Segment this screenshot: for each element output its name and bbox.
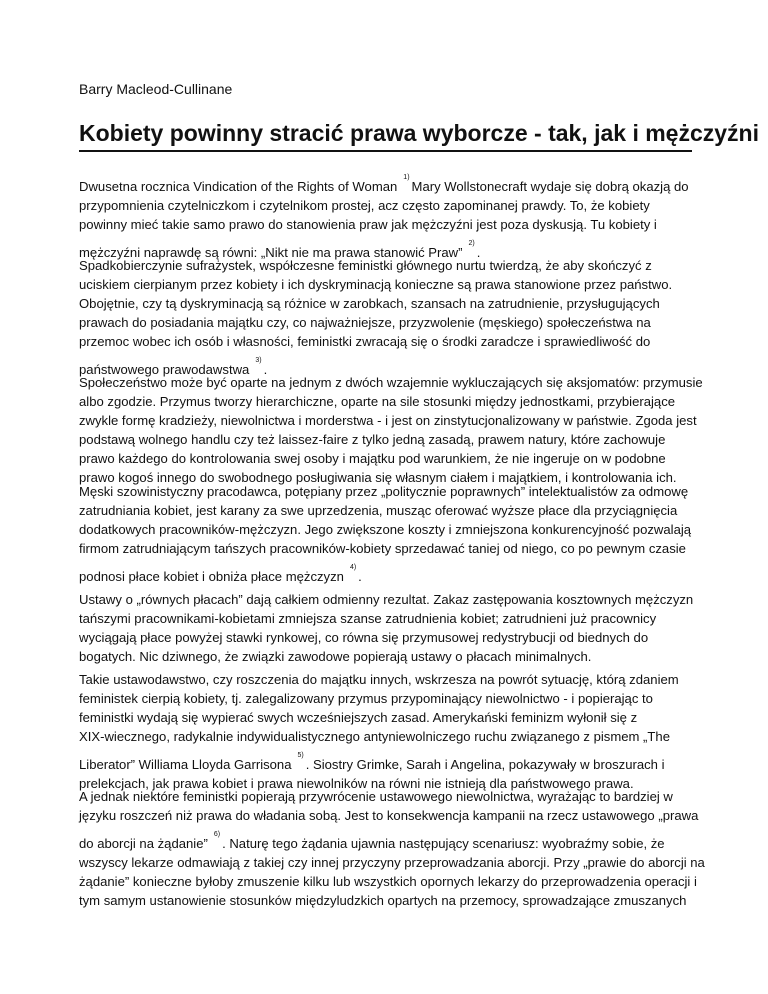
- footnote-marker: 1): [403, 174, 410, 181]
- footnote-marker: 4): [349, 564, 357, 571]
- text-segment: żądanie” konieczne byłoby zmuszenie kilku lub wszystkich opornych lekarzy do przeprowadzenia operacji i: [79, 874, 697, 889]
- text-segment: prawo kogoś innego do swobodnego posługiwania się własnym ciałem i majątkiem, i kontrolowania ich.: [79, 470, 677, 485]
- text-line: [79, 670, 699, 689]
- paragraph: [79, 590, 699, 666]
- text-line: [79, 647, 699, 666]
- page-title: Kobiety powinny stracić prawa wyborcze - tak, jak i mężczyźni: [79, 118, 692, 152]
- text-segment: do aborcji na żądanie”: [79, 836, 208, 851]
- text-segment: Społeczeństwo może być oparte na jednym z dwóch wzajemnie wykluczających się aksjomatów: przymusie: [79, 375, 703, 390]
- text-segment: prelekcjach, jak prawa kobiet i prawa niewolników na równi nie istnieją dla państwowego prawa.: [79, 776, 634, 791]
- text-segment: .: [358, 569, 362, 584]
- text-line: [79, 373, 703, 392]
- text-line: [79, 746, 699, 774]
- text-segment: . Naturę tego żądania ujawnia następujący scenariusz: wyobraźmy sobie, że: [222, 836, 665, 851]
- paragraph: [79, 670, 699, 793]
- text-segment: A jednak niektóre feministki popierają przywrócenie ustawowego niewolnictwa, wyrażając to bardziej w: [79, 789, 673, 804]
- text-segment: XIX-wiecznego, radykalnie indywidualistycznego antyniewolniczego ruchu związanego z pismem „The: [79, 729, 670, 744]
- text-segment: .: [263, 362, 268, 377]
- text-line: [79, 609, 699, 628]
- text-segment: tym samym ustanowienie stosunków międzyludzkich opartych na przemocy, sprowadzające zmuszanych: [79, 893, 687, 908]
- text-segment: bogatych. Nic dziwnego, że związki zawodowe popierają ustawy o płacach minimalnych.: [79, 649, 592, 664]
- paragraph: [79, 373, 703, 487]
- text-line: [79, 853, 705, 872]
- text-segment: Spadkobierczynie sufrażystek, współczesne feministki głównego nurtu twierdzą, że aby skończyć z: [79, 258, 652, 273]
- author-name: Barry Macleod-Cullinane: [79, 81, 233, 97]
- paragraph: [79, 168, 699, 262]
- text-segment: prawo każdego do kontrolowania swej osoby i majątku pod warunkiem, że nie ingeruje on w podobne: [79, 451, 666, 466]
- text-segment: podstawą wolnego handlu czy też laissez-faire z tylko jedną zasadą, prawem natury, które zachowuje: [79, 432, 666, 447]
- text-segment: .: [476, 245, 481, 260]
- text-line: [79, 708, 699, 727]
- text-segment: zwykle formę kradzieży, niewolnictwa i morderstwa - i jest on zinstytucjonalizowany w państwie. Zgoda jest: [79, 413, 697, 428]
- text-segment: Liberator” Williama Lloyda Garrisona: [79, 757, 292, 772]
- text-segment: feministki wydają się wypierać swych wcześniejszych zasad. Amerykański feminizm wyłonił się z: [79, 710, 638, 725]
- text-segment: prawach do posiadania majątku czy, co najważniejsze, przyzwolenie (męskiego) społeczeństwa na: [79, 315, 651, 330]
- text-segment: tańszymi pracownikami-kobietami zmniejsza szanse zatrudnienia kobiet; zatrudnieni już pracownicy: [79, 611, 657, 626]
- text-segment: wszyscy lekarze odmawiają z takiej czy innej przyczyny przeprowadzania aborcji. Przy „prawie do aborcji na: [79, 855, 705, 870]
- text-line: [79, 727, 699, 746]
- paragraph: [79, 482, 699, 586]
- text-line: [79, 558, 699, 586]
- footnote-marker: 3): [255, 357, 262, 364]
- text-line: [79, 689, 699, 708]
- footnote-marker: 6): [213, 831, 221, 838]
- text-line: [79, 215, 699, 234]
- text-segment: powinny mieć takie samo prawo do stanowienia praw jak mężczyźni jest poza dyskusją. Tu kobiety i: [79, 217, 657, 232]
- text-line: [79, 294, 699, 313]
- text-segment: Ustawy o „równych płacach” dają całkiem odmienny rezultat. Zakaz zastępowania kosztownych mężczyzn: [79, 592, 694, 607]
- text-line: [79, 628, 699, 647]
- text-line: [79, 539, 699, 558]
- text-segment: państwowego prawodawstwa: [79, 362, 250, 377]
- text-segment: przypomnienia czytelniczkom i czytelnikom prostej, acz często zapominanej prawdy. To, że kobiety: [79, 198, 650, 213]
- text-segment: podnosi płace kobiet i obniża płace mężczyzn: [79, 569, 344, 584]
- text-segment: Męski szowinistyczny pracodawca, potępiany przez „politycznie poprawnych” intelektualistów za odmowę: [79, 484, 689, 499]
- text-line: [79, 501, 699, 520]
- text-line: [79, 482, 699, 501]
- footnote-marker: 5): [297, 752, 304, 759]
- paragraph: [79, 787, 705, 910]
- text-segment: feministek cierpią kobiety, tj. zalegalizowany przymus przypominający niewolnictwo - i popierając to: [79, 691, 653, 706]
- text-line: [79, 392, 699, 411]
- text-segment: języku roszczeń niż prawa do władania sobą. Jest to konsekwencja kampanii na rzecz ustawowego „prawa: [79, 808, 699, 823]
- text-line: [79, 313, 699, 332]
- text-line: [79, 590, 699, 609]
- text-segment: Mary Wollstonecraft wydaje się dobrą okazją do: [411, 179, 689, 194]
- text-line: [79, 256, 699, 275]
- text-segment: dodatkowych pracowników-mężczyzn. Jego zwiększone koszty i zmniejszona konkurencyjność pozwalają: [79, 522, 692, 537]
- text-line: [79, 411, 699, 430]
- text-segment: . Siostry Grimke, Sarah i Angelina, pokazywały w broszurach i: [305, 757, 665, 772]
- text-line: [79, 275, 699, 294]
- text-segment: przemoc wobec ich osób i własności, feministki zwracają się o środki zaradcze i sprawiedliwość do: [79, 334, 651, 349]
- text-segment: zatrudniania kobiet, jest karany za swe uprzedzenia, musząc oferować wyższe płace dla przyciągnięcia: [79, 503, 678, 518]
- text-line: [79, 520, 699, 539]
- text-segment: firmom zatrudniającym tańszych pracowników-kobiety sprzedawać taniej od niego, co po pewnym czasie: [79, 541, 686, 556]
- paragraph: [79, 256, 699, 379]
- text-segment: Takie ustawodawstwo, czy roszczenia do majątku innych, wskrzesza na powrót sytuację, którą zdaniem: [79, 672, 679, 687]
- text-segment: wyciągają płace powyżej stawki rynkowej, co równa się przymusowej redystrybucji od biednych do: [79, 630, 649, 645]
- text-line: [79, 891, 699, 910]
- text-line: [79, 196, 699, 215]
- text-segment: albo zgodzie. Przymus tworzy hierarchiczne, oparte na sile stosunki między jednostkami, przybierające: [79, 394, 676, 409]
- text-line: [79, 787, 699, 806]
- text-line: [79, 825, 699, 853]
- footnote-marker: 2): [468, 240, 475, 247]
- text-line: [79, 806, 699, 825]
- text-segment: Obojętnie, czy tą dyskryminacją są różnice w zarobkach, szansach na zatrudnienie, przysługujących: [79, 296, 660, 311]
- text-line: [79, 449, 699, 468]
- text-segment: Dwusetna rocznica Vindication of the Rights of Woman: [79, 179, 398, 194]
- text-line: [79, 332, 699, 351]
- text-line: [79, 430, 699, 449]
- text-segment: uciskiem cierpianym przez kobiety i ich dyskryminacją konieczne są prawa stanowione przez państwo.: [79, 277, 673, 292]
- text-segment: mężczyźni naprawdę są równi: „Nikt nie ma prawa stanowić Praw”: [79, 245, 463, 260]
- text-line: [79, 872, 699, 891]
- text-line: [79, 168, 699, 196]
